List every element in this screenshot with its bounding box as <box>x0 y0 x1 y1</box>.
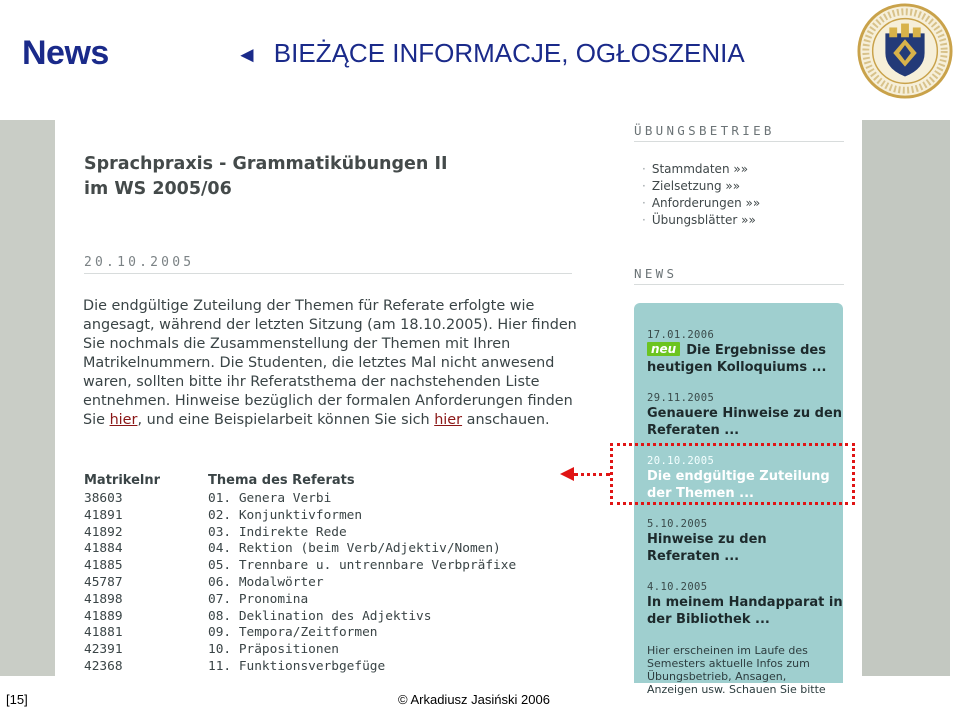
matrikel-cell: 41889 <box>84 608 123 624</box>
slide-subtitle <box>236 38 745 69</box>
matrikel-cell: 41891 <box>84 507 123 523</box>
pointer-line <box>574 473 610 476</box>
article-body <box>83 297 583 430</box>
news-headline: Genauere Hinweise zu den Referaten ... <box>647 406 843 438</box>
news-text <box>647 342 843 376</box>
news-date: 29.11.2005 <box>647 392 715 404</box>
nav-item-label: Anforderungen »» <box>651 196 761 210</box>
table-row <box>84 625 554 642</box>
sidebar-section-news: NEWS <box>634 266 844 285</box>
article-title-line-2: im WS 2005/06 <box>84 179 232 199</box>
topic-cell: 08. Deklination des Adjektivs <box>208 608 432 624</box>
matrikel-cell: 41884 <box>84 541 123 557</box>
bullet-icon: · <box>642 179 646 193</box>
news-item[interactable] <box>647 329 843 376</box>
bullet-icon: · <box>642 213 646 227</box>
topic-cell: 11. Funktionsverbgefüge <box>208 658 386 674</box>
nav-item-stammdaten[interactable] <box>642 161 760 178</box>
topic-cell: 07. Pronomina <box>208 591 309 607</box>
table-row <box>84 592 554 609</box>
column-header-thema: Thema des Referats <box>208 473 355 488</box>
news-note: Hier erscheinen im Laufe des Semesters aktuelle Infos zum Übungsbetrieb, Ansagen, Anzeigen usw. Schauen Sie bitte <box>647 644 826 696</box>
matrikel-cell: 42368 <box>84 658 123 674</box>
news-headline: Hinweise zu den Referaten ... <box>647 532 767 564</box>
news-date: 20.10.2005 <box>647 455 715 467</box>
matrikel-cell: 41892 <box>84 524 123 540</box>
sidebar-nav <box>642 161 760 229</box>
nav-item-label: Zielsetzung »» <box>651 179 741 193</box>
news-date: 17.01.2006 <box>647 329 715 341</box>
topic-cell: 04. Rektion (beim Verb/Adjektiv/Nomen) <box>208 541 501 557</box>
example-paper-link[interactable]: hier <box>434 412 463 428</box>
topics-table <box>84 473 554 676</box>
bullet-icon: · <box>642 196 646 210</box>
highlight-annotation-box <box>610 443 855 505</box>
bullet-icon: · <box>642 162 646 176</box>
slide-subtitle-text: BIEŻĄCE INFORMACJE, OGŁOSZENIA <box>273 38 745 68</box>
article-title-line-1: Sprachpraxis - Grammatikübungen II <box>84 154 448 174</box>
news-headline: Die Ergebnisse des heutigen Kolloquiums ... <box>647 343 827 375</box>
article-body-text-1: Die endgültige Zuteilung der Themen für Referate erfolgte wie angesagt, während der letzten Sitzung (am 18.10.2005). Hier finden Sie nochmals die Zusammenstellung der Themen mit Ihren Matrikelnummern. Die Studenten, die letztes Mal nicht anwesend waren, sollten bitte ihr Referatsthema der nachstehenden Liste entnehmen. Hinweise bezüglich der formalen Anforderungen finden Sie <box>83 298 577 428</box>
sidebar-section-uebungsbetrieb: ÜBUNGSBETRIEB <box>634 123 844 142</box>
news-headline: Die endgültige Zuteilung der Themen ... <box>647 469 830 501</box>
article-title <box>84 152 554 202</box>
matrikel-cell: 42391 <box>84 642 123 658</box>
matrikel-cell: 41885 <box>84 558 123 574</box>
topic-cell: 10. Präpositionen <box>208 642 339 658</box>
arrow-left-icon: ◄ <box>236 42 258 67</box>
matrikel-cell: 41898 <box>84 591 123 607</box>
news-date: 4.10.2005 <box>647 581 708 593</box>
website-page <box>55 120 862 696</box>
slide-number: [15] <box>6 692 28 707</box>
article-body-text-2: , und eine Beispielarbeit können Sie sich <box>137 412 435 428</box>
topic-cell: 09. Tempora/Zeitformen <box>208 625 378 641</box>
column-header-matrikelnr: Matrikelnr <box>84 473 161 488</box>
nav-item-uebungsblaetter[interactable] <box>642 212 760 229</box>
topic-cell: 02. Konjunktivformen <box>208 507 363 523</box>
matrikel-cell: 45787 <box>84 574 123 590</box>
nav-item-label: Übungsblätter »» <box>651 213 756 227</box>
article-date: 20.10.2005 <box>84 255 572 274</box>
topic-cell: 06. Modalwörter <box>208 574 324 590</box>
matrikel-cell: 38603 <box>84 491 123 506</box>
screenshot-margin <box>862 120 950 676</box>
news-item[interactable] <box>647 392 843 439</box>
table-row <box>84 642 554 659</box>
nav-item-zielsetzung[interactable] <box>642 178 760 195</box>
slide-title: News <box>22 34 109 72</box>
topic-cell: 05. Trennbare u. untrennbare Verbpräfixe <box>208 558 517 574</box>
table-row <box>84 541 554 558</box>
table-row <box>84 525 554 542</box>
topic-cell: 03. Indirekte Rede <box>208 524 347 540</box>
matrikel-cell: 41881 <box>84 625 123 641</box>
table-row <box>84 575 554 592</box>
arrow-pointer-icon <box>560 467 574 481</box>
article-body-text-3: anschauen. <box>462 412 550 428</box>
news-item[interactable] <box>647 518 843 565</box>
nav-item-anforderungen[interactable] <box>642 195 760 212</box>
news-date: 5.10.2005 <box>647 518 708 530</box>
new-badge: neu <box>647 342 680 356</box>
table-row <box>84 558 554 575</box>
nav-item-label: Stammdaten »» <box>651 162 749 176</box>
news-headline: In meinem Handapparat in der Bibliothek ... <box>647 595 843 627</box>
news-item[interactable] <box>647 581 843 628</box>
requirements-link[interactable]: hier <box>109 412 138 428</box>
copyright-text: © Arkadiusz Jasiński 2006 <box>398 692 550 707</box>
table-row <box>84 508 554 525</box>
university-seal-logo <box>856 2 954 100</box>
table-header <box>84 473 554 491</box>
website-screenshot <box>0 120 950 696</box>
table-row <box>84 491 554 508</box>
table-row <box>84 609 554 626</box>
table-row <box>84 659 554 676</box>
topic-cell: 01. Genera Verbi <box>208 491 332 506</box>
